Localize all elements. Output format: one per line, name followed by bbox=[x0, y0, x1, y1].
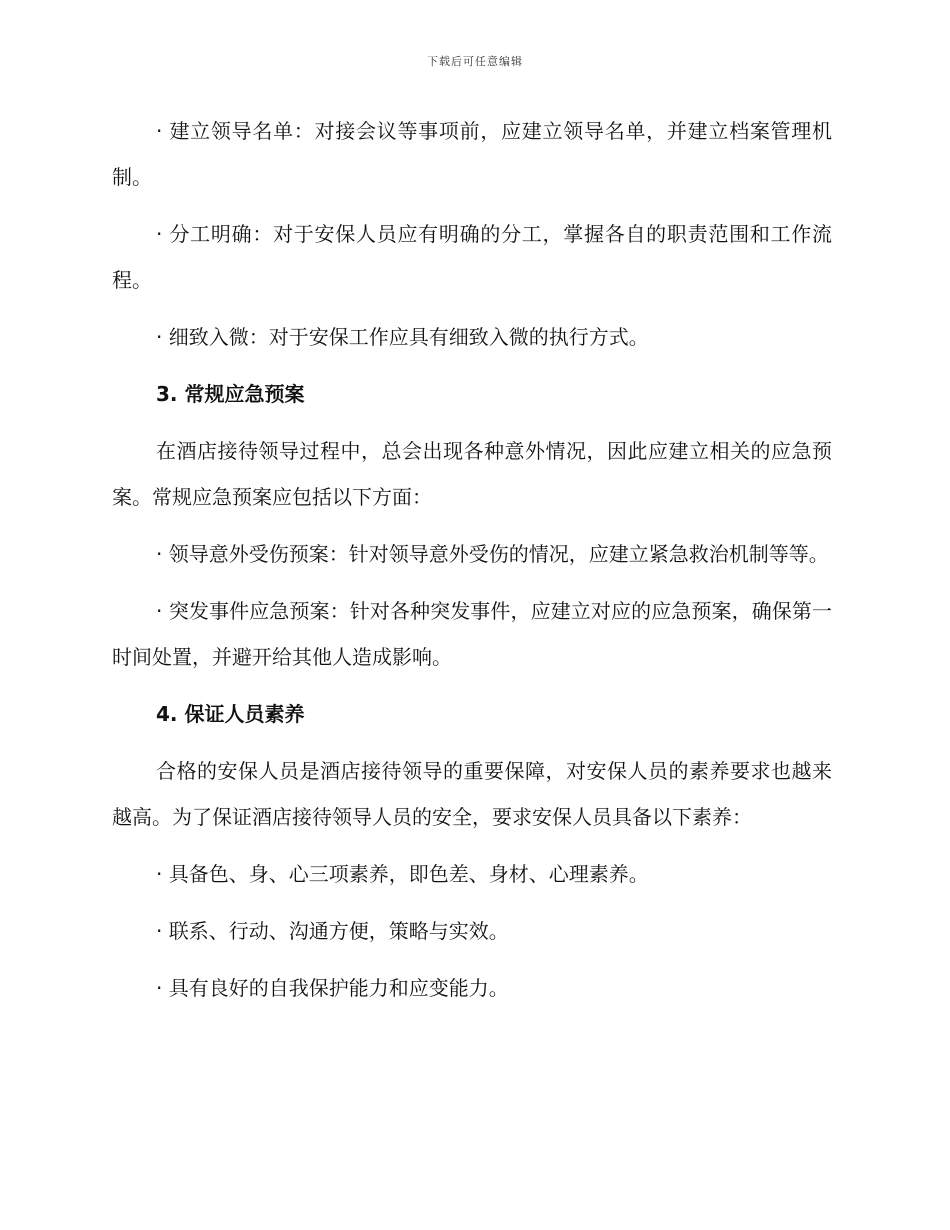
bullet-clear-division: · 分工明确：对于安保人员应有明确的分工，掌握各自的职责范围和工作流程。 bbox=[112, 222, 832, 292]
bullet-self-protection: · 具有良好的自我保护能力和应变能力。 bbox=[156, 976, 509, 1000]
paragraph-personnel-intro: 合格的安保人员是酒店接待领导的重要保障，对安保人员的素养要求也越来越高。为了保证酒店接待领导人员的安全，要求安保人员具备以下素养： bbox=[112, 759, 832, 829]
bullet-incident-plan: · 突发事件应急预案：针对各种突发事件，应建立对应的应急预案，确保第一时间处置，并避开给其他人造成影响。 bbox=[112, 599, 832, 669]
bullet-communication: · 联系、行动、沟通方便，策略与实效。 bbox=[156, 919, 509, 943]
section-heading-emergency-plan: 3. 常规应急预案 bbox=[156, 382, 305, 406]
section-heading-personnel-quality: 4. 保证人员素养 bbox=[156, 702, 305, 726]
bullet-three-qualities: · 具备色、身、心三项素养，即色差、身材、心理素养。 bbox=[156, 862, 649, 886]
document-body bbox=[112, 108, 832, 1022]
page-header: 下载后可任意编辑 bbox=[427, 55, 523, 68]
bullet-meticulous: · 细致入微：对于安保工作应具有细致入微的执行方式。 bbox=[156, 325, 649, 349]
bullet-injury-plan: · 领导意外受伤预案：针对领导意外受伤的情况，应建立紧急救治机制等等。 bbox=[156, 542, 829, 566]
bullet-leader-list: · 建立领导名单：对接会议等事项前，应建立领导名单，并建立档案管理机制。 bbox=[112, 119, 832, 189]
paragraph-emergency-intro: 在酒店接待领导过程中，总会出现各种意外情况，因此应建立相关的应急预案。常规应急预案应包括以下方面： bbox=[112, 439, 832, 509]
